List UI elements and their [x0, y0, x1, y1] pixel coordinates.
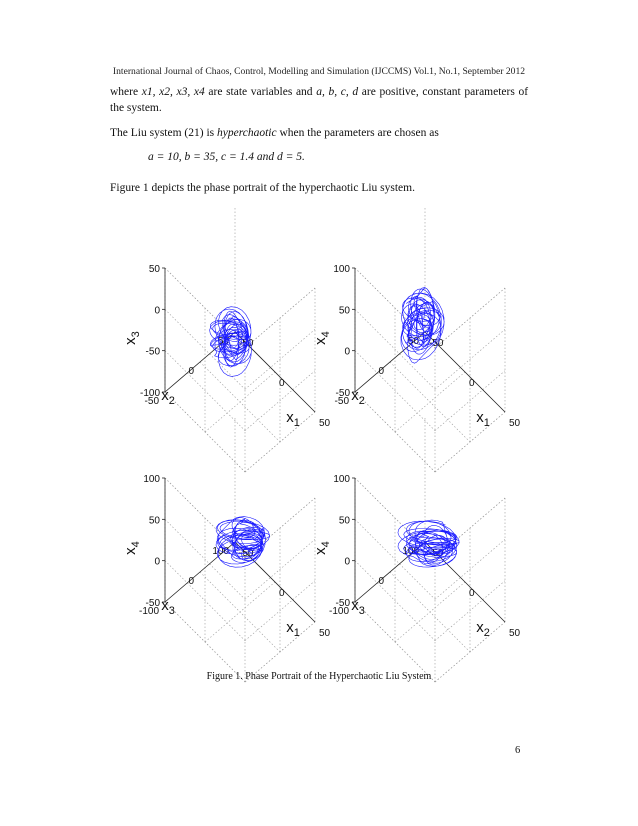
z-tick-label-0: -50 — [335, 388, 350, 399]
grid-back-z-1 — [355, 351, 435, 431]
z-tick-label-1: -50 — [145, 346, 160, 358]
paragraph-figure-ref: Figure 1 depicts the phase portrait of the hyperchaotic Liu system. — [110, 182, 415, 194]
grid-back-z-1 — [165, 561, 245, 641]
p1-params: a, b, c, d — [316, 86, 359, 98]
z-tick-label-0: -100 — [139, 388, 160, 399]
parameters-line: a = 10, b = 35, c = 1.4 and d = 5. — [148, 151, 305, 163]
x-axis-label: $x_1$ — [476, 409, 490, 429]
x-tick-label-0: -50 — [239, 548, 254, 559]
y-axis-label: $x_3$ — [351, 597, 365, 617]
y-tick-label-1: 0 — [378, 576, 384, 587]
z-axis-label: $x_4$ — [122, 541, 142, 555]
panel-2 — [312, 208, 521, 472]
grid-floor-mid-y — [390, 362, 470, 442]
y-axis-label: $x_2$ — [351, 387, 365, 407]
y-tick-label-1: 0 — [188, 576, 194, 587]
panel-1 — [122, 208, 331, 472]
y-tick-label-0: -100 — [328, 606, 349, 617]
z-tick-label-3: 100 — [333, 264, 350, 275]
x-tick-label-0: -50 — [429, 338, 444, 349]
p1-prefix: where — [110, 86, 139, 98]
y-tick-label-1: 0 — [188, 366, 194, 377]
x-axis-label: $x_2$ — [476, 619, 490, 639]
x-tick-label-2: 50 — [319, 418, 331, 429]
x-tick-label-1: 0 — [469, 378, 475, 389]
figure-caption: Figure 1. Phase Portrait of the Hyperchaotic Liu System — [206, 671, 432, 682]
page-number: 6 — [515, 745, 521, 756]
z-axis-label: $x_4$ — [312, 331, 332, 345]
trajectory-x4-vs-x1-x3 — [216, 517, 270, 568]
x-tick-label-1: 0 — [279, 588, 285, 599]
p2-emph: hyperchaotic — [217, 127, 277, 139]
trajectory-x4-vs-x2-x3 — [398, 520, 459, 567]
z-axis-label: $x_3$ — [122, 331, 142, 345]
x-tick-label-2: 50 — [509, 418, 521, 429]
x-tick-label-2: 50 — [319, 628, 331, 639]
p1-mid: are state variables and — [208, 86, 313, 98]
grid-floor-mid-y — [390, 572, 470, 652]
grid-floor-mid-y — [200, 572, 280, 652]
y-axis-label: $x_3$ — [161, 597, 175, 617]
y-tick-label-2: 100 — [402, 546, 419, 557]
trajectory-x4-vs-x1-x2 — [401, 288, 444, 364]
y-tick-label-0: -50 — [334, 396, 349, 407]
z-tick-label-2: 50 — [338, 515, 350, 527]
z-tick-label-2: 0 — [154, 305, 160, 317]
y-tick-label-2: 50 — [407, 336, 419, 347]
z-tick-label-2: 50 — [338, 305, 350, 317]
z-axis-label: $x_4$ — [312, 541, 332, 555]
x-tick-label-0: -50 — [429, 548, 444, 559]
y-tick-label-2: 50 — [217, 336, 229, 347]
z-tick-label-1: 0 — [344, 346, 350, 358]
z-tick-label-1: 0 — [344, 556, 350, 568]
y-tick-label-0: -100 — [138, 606, 159, 617]
p1-suffix: are positive, constant parameters of the system. — [110, 86, 529, 114]
p2-suffix: when the parameters are chosen as — [279, 127, 439, 139]
panel-3 — [122, 418, 331, 682]
x-axis-label: $x_1$ — [286, 409, 300, 429]
z-tick-label-3: 50 — [148, 264, 160, 275]
x-tick-label-2: 50 — [509, 628, 521, 639]
panel-4 — [312, 418, 521, 682]
p1-state-vars: x1, x2, x3, x4 — [141, 86, 205, 98]
grid-back-z-2 — [165, 309, 245, 389]
y-tick-label-1: 0 — [378, 366, 384, 377]
p2-prefix: The Liu system (21) is — [110, 127, 215, 139]
z-tick-label-3: 100 — [143, 474, 160, 485]
z-tick-label-3: 100 — [333, 474, 350, 485]
x-tick-label-0: -50 — [239, 338, 254, 349]
y-tick-label-2: 100 — [212, 546, 229, 557]
y-axis-label: $x_2$ — [161, 387, 175, 407]
x-axis-label: $x_1$ — [286, 619, 300, 639]
journal-header: International Journal of Chaos, Control, Modelling and Simulation (IJCCMS) Vol.1, No.1, September 2012 — [112, 66, 526, 77]
y-tick-label-0: -50 — [144, 396, 159, 407]
x-tick-label-1: 0 — [469, 588, 475, 599]
z-tick-label-0: -50 — [145, 598, 160, 609]
z-tick-label-0: -50 — [335, 598, 350, 609]
z-tick-label-1: 0 — [154, 556, 160, 568]
grid-back-z-1 — [355, 561, 435, 641]
x-tick-label-1: 0 — [279, 378, 285, 389]
z-tick-label-2: 50 — [148, 515, 160, 527]
